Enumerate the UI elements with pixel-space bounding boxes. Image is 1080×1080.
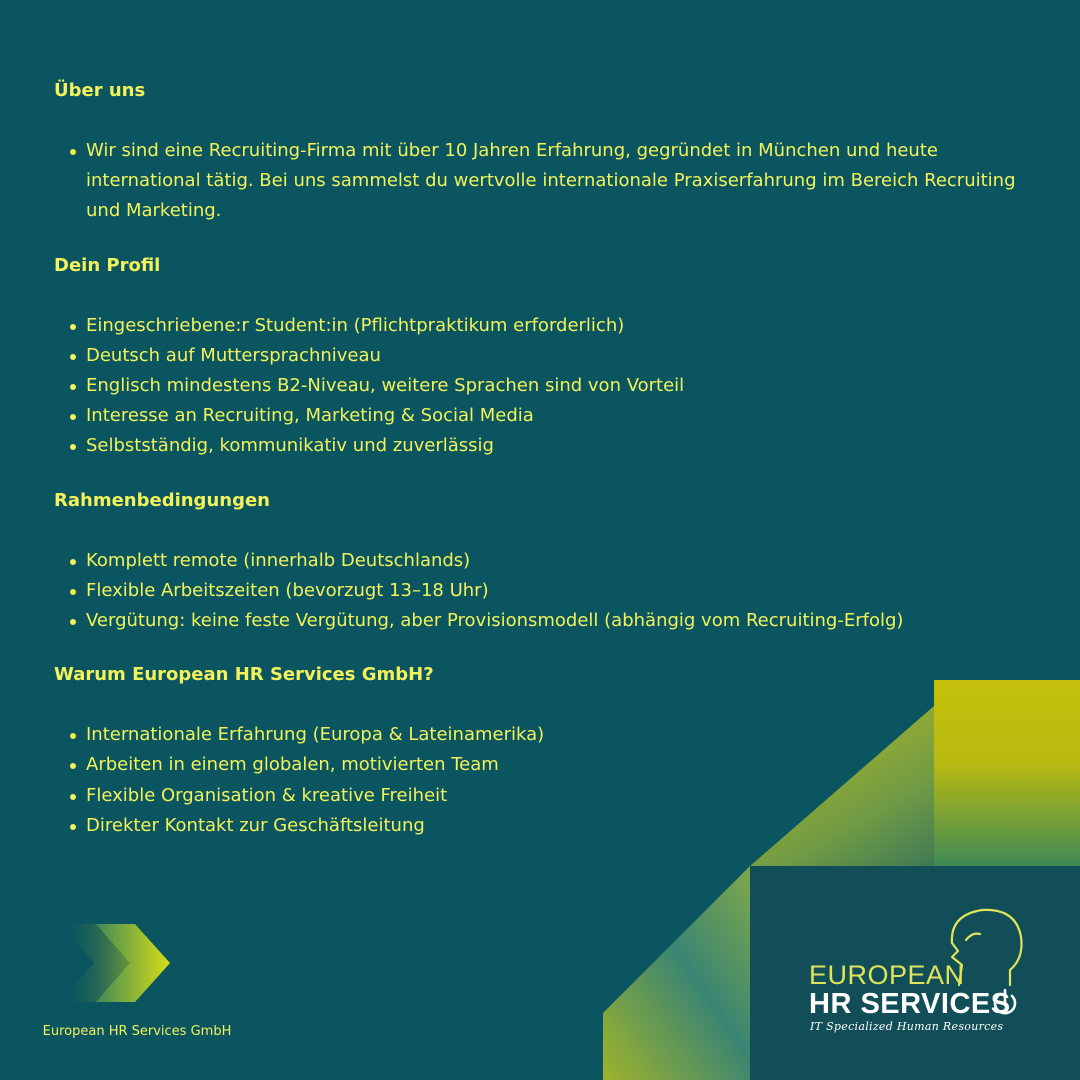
list-item: Flexible Organisation & kreative Freiheit bbox=[86, 781, 1044, 811]
logo-line-european: EUROPEAN bbox=[809, 960, 965, 990]
list-item: Selbstständig, kommunikativ und zuverlässig bbox=[86, 431, 1044, 461]
logo-line-hr-services: HR SERVICES bbox=[809, 988, 1011, 1020]
list-item: Deutsch auf Muttersprachniveau bbox=[86, 341, 1044, 371]
company-caption: European HR Services GmbH bbox=[42, 1024, 232, 1039]
section-heading: Warum European HR Services GmbH? bbox=[54, 664, 434, 686]
logo-tagline: IT Specialized Human Resources bbox=[810, 1020, 1004, 1033]
double-chevron-icon bbox=[60, 924, 170, 1002]
bullet-list bbox=[54, 546, 1044, 637]
content-area bbox=[54, 76, 1044, 865]
bullet-list bbox=[54, 136, 1044, 227]
list-item: Eingeschriebene:r Student:in (Pflichtpraktikum erforderlich) bbox=[86, 311, 1044, 341]
section-about bbox=[54, 76, 1044, 227]
section-conditions bbox=[54, 486, 1044, 637]
list-item: Komplett remote (innerhalb Deutschlands) bbox=[86, 546, 1044, 576]
bullet-list bbox=[54, 720, 1044, 841]
section-heading: Rahmenbedingungen bbox=[54, 489, 270, 511]
section-profile bbox=[54, 251, 1044, 462]
list-item: Flexible Arbeitszeiten (bevorzugt 13–18 Uhr) bbox=[86, 576, 1044, 606]
list-item: Wir sind eine Recruiting-Firma mit über 10 Jahren Erfahrung, gegründet in München und heute international tätig. Bei uns sammelst du wertvolle internationale Praxiserfahrung im Bereich Recruiting und Marketing. bbox=[86, 136, 1044, 227]
deco-triangle-lower bbox=[603, 866, 750, 1080]
section-heading: Über uns bbox=[54, 80, 146, 101]
list-item: Internationale Erfahrung (Europa & Lateinamerika) bbox=[86, 720, 1044, 750]
list-item: Direkter Kontakt zur Geschäftsleitung bbox=[86, 811, 1044, 841]
list-item: Englisch mindestens B2-Niveau, weitere Sprachen sind von Vorteil bbox=[86, 371, 1044, 401]
bullet-list bbox=[54, 311, 1044, 462]
list-item: Arbeiten in einem globalen, motivierten Team bbox=[86, 750, 1044, 780]
list-item: Interesse an Recruiting, Marketing & Social Media bbox=[86, 401, 1044, 431]
list-item: Vergütung: keine feste Vergütung, aber Provisionsmodell (abhängig vom Recruiting-Erfolg) bbox=[86, 606, 1044, 636]
section-heading: Dein Profil bbox=[54, 254, 161, 276]
section-why-us bbox=[54, 660, 1044, 841]
